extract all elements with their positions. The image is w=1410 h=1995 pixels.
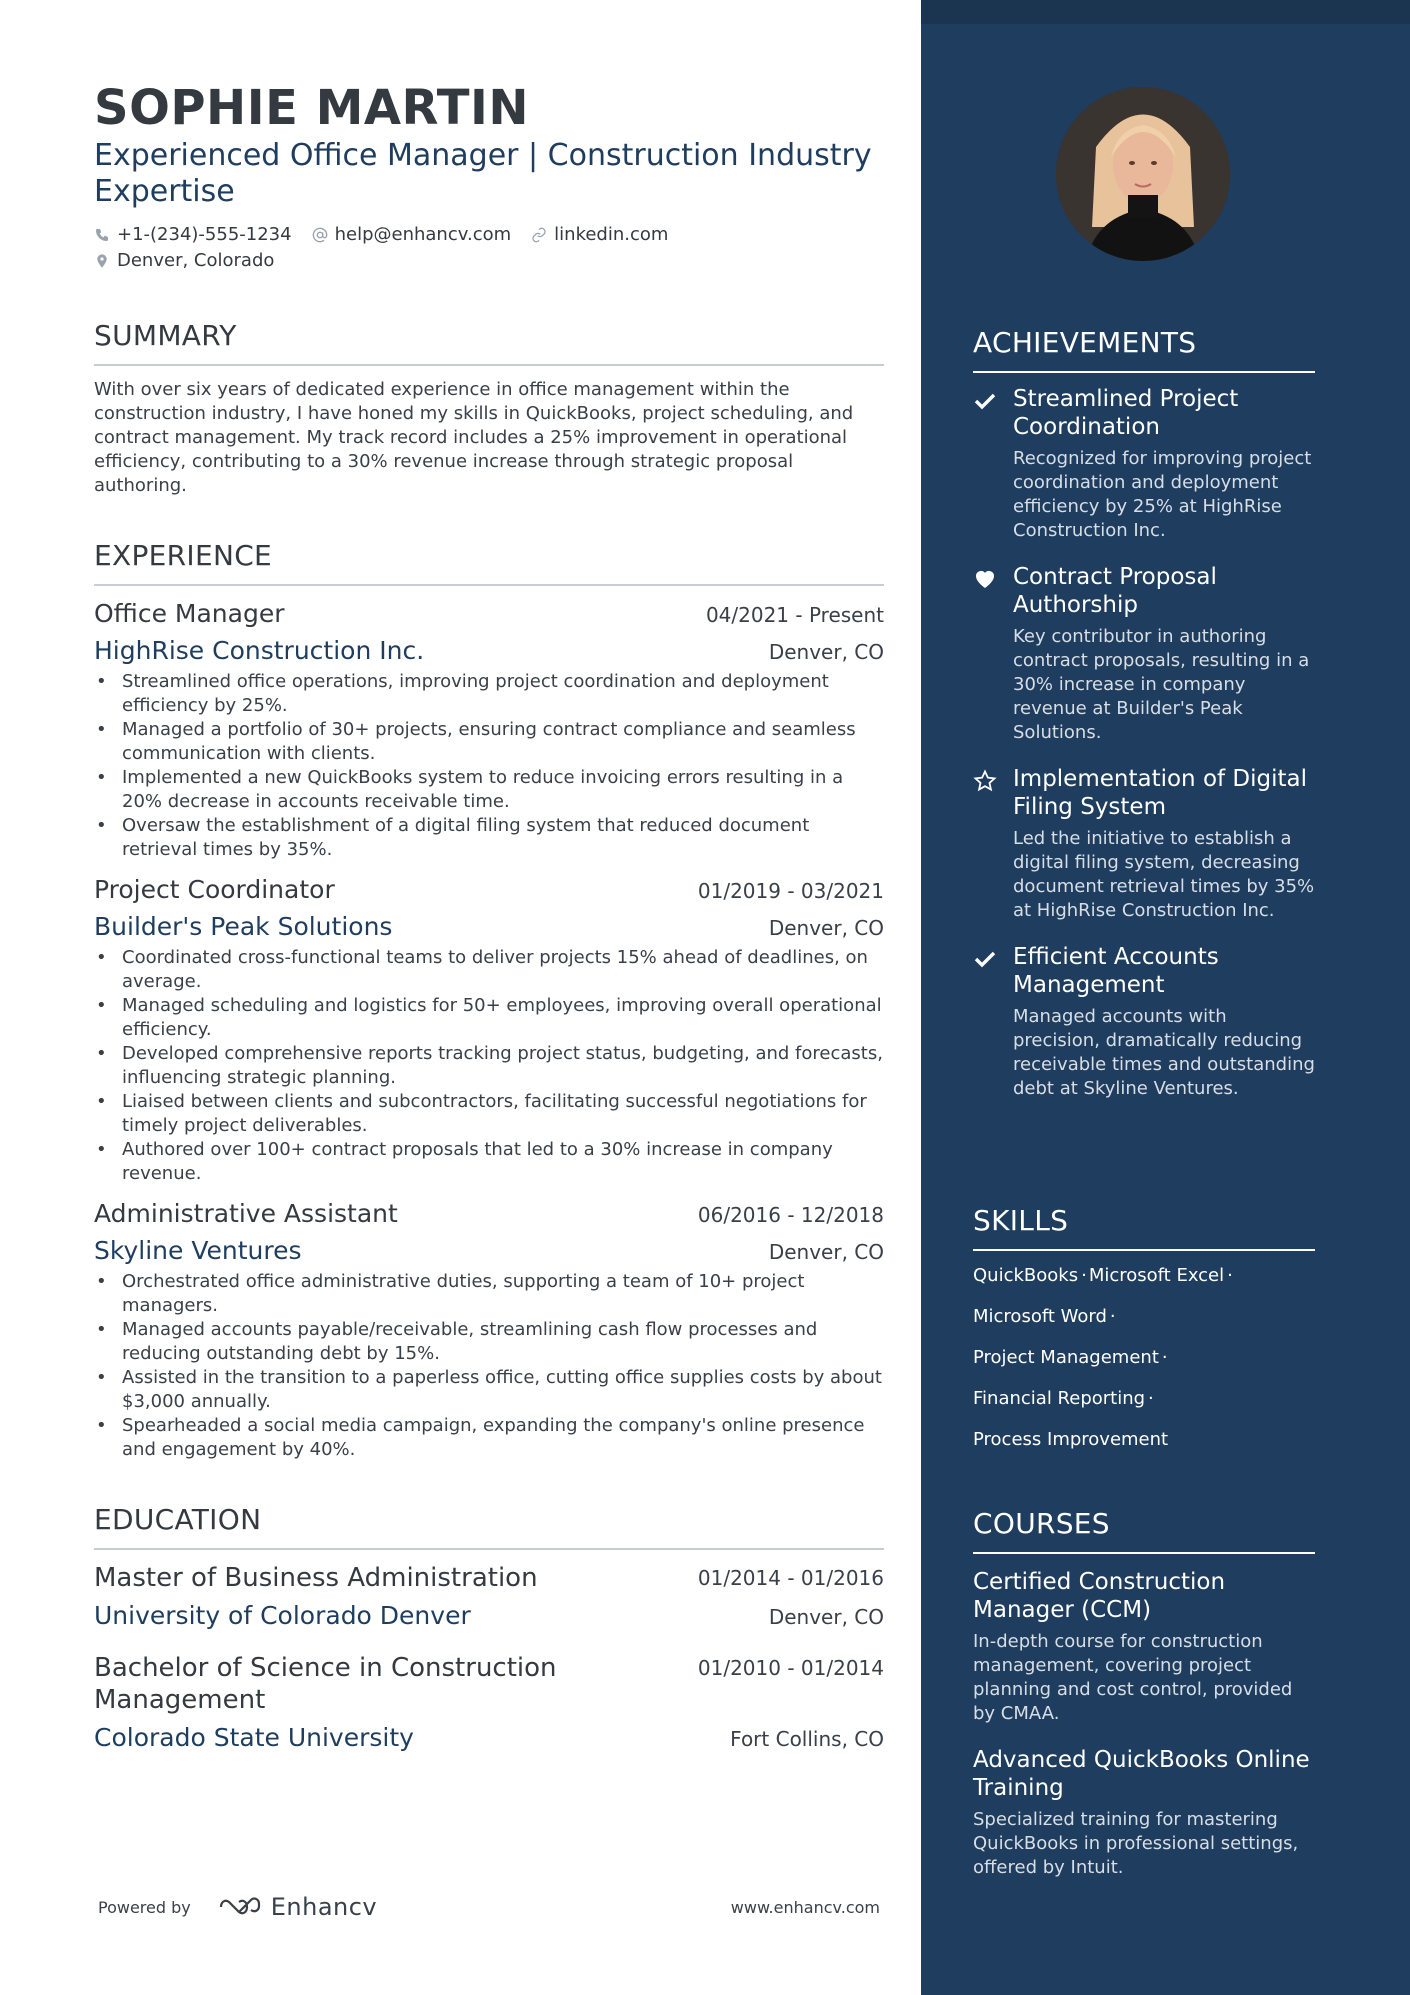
footer xyxy=(98,1893,880,1921)
course-description: Specialized training for mastering QuickBooks in professional settings, offered by Intuit. xyxy=(973,1809,1299,1878)
location-contact xyxy=(94,248,274,274)
course-item xyxy=(973,1568,1315,1726)
job-company: Skyline Ventures xyxy=(94,1236,302,1265)
skills-heading: SKILLS xyxy=(973,1203,1315,1251)
job-bullets xyxy=(94,946,884,1186)
skill-tag: Process Improvement xyxy=(973,1429,1169,1450)
star-icon xyxy=(973,769,997,793)
bullet-item: • Authored over 100+ contract proposals that led to a 30% increase in company revenue. xyxy=(94,1138,884,1186)
skill-tag: Financial Reporting xyxy=(973,1388,1146,1409)
courses-heading: COURSES xyxy=(973,1506,1315,1554)
location-text: Denver, Colorado xyxy=(117,250,275,271)
phone-text: +1-(234)-555-1234 xyxy=(117,224,292,245)
job-role: Office Manager xyxy=(94,599,285,628)
education-entry xyxy=(94,1562,884,1632)
phone-icon xyxy=(94,227,110,243)
achievement-description: Recognized for improving project coordination and deployment efficiency by 25% at HighRise Construction Inc. xyxy=(1013,448,1312,541)
skill-separator: · xyxy=(1081,1265,1087,1286)
job-role: Project Coordinator xyxy=(94,875,335,904)
bullet-item: • Spearheaded a social media campaign, expanding the company's online presence and engagement by 40%. xyxy=(94,1414,884,1462)
link-icon xyxy=(531,227,547,243)
bullet-item: • Coordinated cross-functional teams to deliver projects 15% ahead of deadlines, on average. xyxy=(94,946,884,994)
job-entry xyxy=(94,1198,884,1462)
achievement-description: Managed accounts with precision, dramatically reducing receivable times and outstanding debt at Skyline Ventures. xyxy=(1013,1006,1315,1099)
job-location: Denver, CO xyxy=(768,916,884,940)
experience-heading: EXPERIENCE xyxy=(94,538,884,586)
achievement-description: Key contributor in authoring contract proposals, resulting in a 30% increase in company revenue at Builder's Peak Solutions. xyxy=(1013,626,1310,743)
bullet-item: • Developed comprehensive reports tracking project status, budgeting, and forecasts, influencing strategic planning. xyxy=(94,1042,884,1090)
bullet-item: • Managed accounts payable/receivable, streamlining cash flow processes and reducing outstanding debt by 15%. xyxy=(94,1318,884,1366)
bullet-item: • Assisted in the transition to a paperless office, cutting office supplies costs by about $3,000 annually. xyxy=(94,1366,884,1414)
course-description: In-depth course for construction management, covering project planning and cost control, provided by CMAA. xyxy=(973,1631,1293,1724)
job-role: Administrative Assistant xyxy=(94,1199,398,1228)
achievement-description: Led the initiative to establish a digital filing system, decreasing document retrieval times by 35% at HighRise Construction Inc. xyxy=(1013,828,1315,921)
achievement-title: Efficient Accounts Management xyxy=(1013,944,1219,998)
bullet-item: • Oversaw the establishment of a digital filing system that reduced document retrieval times by 35%. xyxy=(94,814,884,862)
brand-logo[interactable] xyxy=(217,1893,377,1921)
bullet-item: • Liaised between clients and subcontractors, facilitating successful negotiations for timely project deliverables. xyxy=(94,1090,884,1138)
institution: Colorado State University xyxy=(94,1723,414,1752)
skills-list xyxy=(973,1263,1315,1453)
skill-tag: Microsoft Excel xyxy=(1088,1265,1225,1286)
skill-separator: · xyxy=(1148,1388,1154,1409)
course-item xyxy=(973,1746,1315,1880)
skill-separator: · xyxy=(1161,1347,1168,1368)
phone-contact[interactable] xyxy=(94,222,292,248)
education-heading: EDUCATION xyxy=(94,1502,884,1550)
linkedin-text: linkedin.com xyxy=(554,224,669,245)
job-company: Builder's Peak Solutions xyxy=(94,912,393,941)
candidate-name: SOPHIE MARTIN xyxy=(94,80,530,136)
achievement-item xyxy=(973,385,1315,543)
sidebar xyxy=(921,0,1410,1995)
course-title: Advanced QuickBooks Online Training xyxy=(973,1747,1310,1801)
degree: Master of Business Administration xyxy=(94,1563,538,1593)
achievement-item xyxy=(973,765,1315,923)
checkmark-icon xyxy=(973,947,997,971)
email-contact[interactable] xyxy=(312,222,512,248)
bullet-item: • Orchestrated office administrative duties, supporting a team of 10+ project managers. xyxy=(94,1270,884,1318)
education-dates: 01/2010 - 01/2014 xyxy=(697,1656,884,1680)
institution: University of Colorado Denver xyxy=(94,1601,471,1630)
job-bullets xyxy=(94,670,884,862)
achievements-heading: ACHIEVEMENTS xyxy=(973,325,1315,373)
job-location: Denver, CO xyxy=(768,640,884,664)
job-dates: 06/2016 - 12/2018 xyxy=(697,1203,884,1227)
skill-tag: Microsoft Word xyxy=(973,1306,1107,1327)
skill-separator: · xyxy=(1227,1265,1233,1286)
achievement-title: Streamlined Project Coordination xyxy=(1013,386,1239,440)
skill-tag: Project Management xyxy=(973,1347,1159,1368)
education-dates: 01/2014 - 01/2016 xyxy=(697,1566,884,1590)
profile-photo xyxy=(1056,87,1230,261)
job-location: Denver, CO xyxy=(768,1240,884,1264)
course-title: Certified Construction Manager (CCM) xyxy=(973,1569,1226,1623)
job-dates: 04/2021 - Present xyxy=(705,603,884,627)
contact-info xyxy=(94,222,884,274)
email-text: help@enhancv.com xyxy=(334,224,512,245)
job-company: HighRise Construction Inc. xyxy=(94,636,425,665)
education-section xyxy=(94,1502,884,1754)
location-pin-icon xyxy=(94,253,110,269)
skill-separator: · xyxy=(1109,1306,1116,1327)
achievement-item xyxy=(973,943,1315,1101)
candidate-title: Experienced Office Manager | Construction Industry Expertise xyxy=(94,138,872,209)
skill-tag: QuickBooks xyxy=(973,1265,1079,1286)
powered-by xyxy=(98,1893,377,1921)
main-column xyxy=(94,80,884,1754)
achievements-section xyxy=(973,325,1315,1101)
linkedin-contact[interactable] xyxy=(531,222,668,248)
bullet-item: • Managed a portfolio of 30+ projects, ensuring contract compliance and seamless communication with clients. xyxy=(94,718,884,766)
avatar xyxy=(1056,87,1230,261)
job-entry xyxy=(94,874,884,1186)
bullet-item: • Streamlined office operations, improving project coordination and deployment efficiency by 25%. xyxy=(94,670,884,718)
brand-name: Enhancv xyxy=(270,1893,378,1921)
heart-icon xyxy=(973,567,997,591)
summary-section xyxy=(94,318,884,498)
skills-section xyxy=(973,1203,1315,1468)
education-location: Denver, CO xyxy=(768,1605,884,1629)
achievement-item xyxy=(973,563,1315,745)
checkmark-icon xyxy=(973,389,997,413)
footer-url[interactable]: www.enhancv.com xyxy=(730,1897,880,1917)
education-location: Fort Collins, CO xyxy=(730,1727,884,1751)
achievement-title: Implementation of Digital Filing System xyxy=(1013,766,1308,820)
powered-by-label: Powered by xyxy=(98,1897,191,1917)
summary-heading: SUMMARY xyxy=(94,318,884,366)
courses-section xyxy=(973,1506,1315,1880)
job-dates: 01/2019 - 03/2021 xyxy=(697,879,884,903)
bullet-item: • Managed scheduling and logistics for 50+ employees, improving overall operational efficiency. xyxy=(94,994,884,1042)
bullet-item: • Implemented a new QuickBooks system to reduce invoicing errors resulting in a 20% decrease in accounts receivable time. xyxy=(94,766,884,814)
job-entry xyxy=(94,598,884,862)
degree: Bachelor of Science in Construction Management xyxy=(94,1653,557,1715)
achievement-title: Contract Proposal Authorship xyxy=(1013,564,1217,618)
education-entry xyxy=(94,1652,884,1754)
job-bullets xyxy=(94,1270,884,1462)
summary-text: With over six years of dedicated experience in office management within the construction industry, I have honed my skills in QuickBooks, project scheduling, and contract management. My track record includes a 25% improvement in operational efficiency, contributing to a 30% revenue increase through strategic proposal authoring. xyxy=(94,379,854,496)
at-icon xyxy=(312,227,328,243)
sidebar-top-bar xyxy=(921,0,1410,24)
experience-section xyxy=(94,538,884,1462)
enhancv-logo-icon xyxy=(217,1895,263,1919)
